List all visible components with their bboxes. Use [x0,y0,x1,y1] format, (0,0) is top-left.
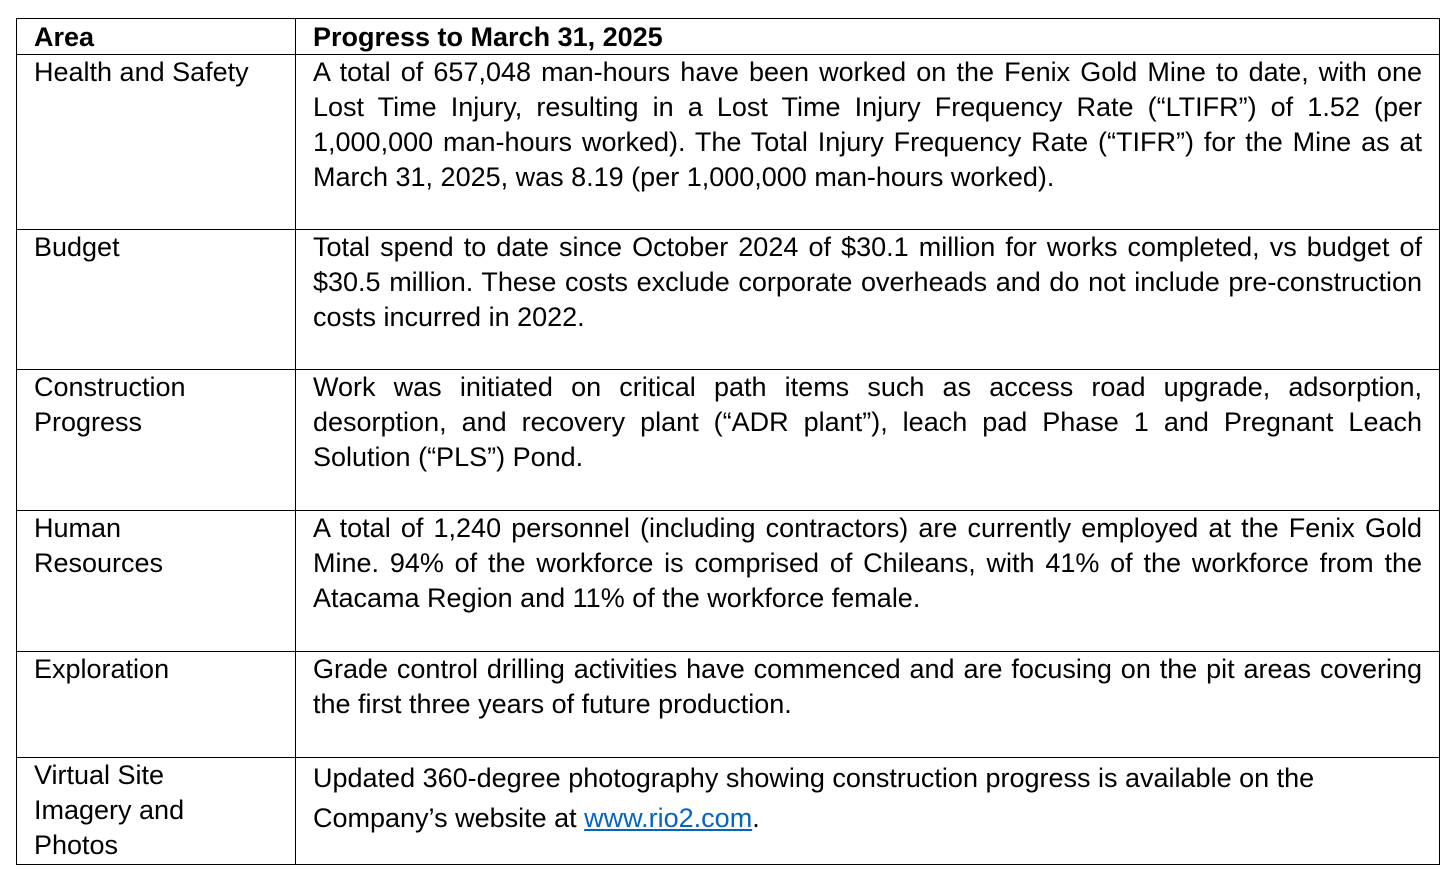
area-cell: Human Resources [17,511,296,652]
table-row [17,758,1440,865]
progress-cell: A total of 1,240 personnel (including contractors) are currently employed at the Fenix Gold Mine. 94% of the workforce is comprised of Chileans, with 41% of the workforce from the Atacama Region and 11% of the workforce female. [296,511,1440,652]
progress-text: Updated 360-degree photography showing construction progress is available on the Company’s website at [313,763,1315,833]
table-header-row [17,19,1440,55]
progress-table [16,18,1440,865]
progress-cell: Total spend to date since October 2024 of $30.1 million for works completed, vs budget of $30.5 million. These costs exclude corporate overheads and do not include pre-construction costs incurred in 2022. [296,230,1440,370]
table-row [17,230,1440,370]
area-cell: Budget [17,230,296,370]
table-row [17,370,1440,511]
table-row [17,652,1440,758]
progress-cell: A total of 657,048 man-hours have been worked on the Fenix Gold Mine to date, with one Lost Time Injury, resulting in a Lost Time Injury Frequency Rate (“LTIFR”) of 1.52 (per 1,000,000 man-hours worked). The Total Injury Frequency Rate (“TIFR”) for the Mine as at March 31, 2025, was 8.19 (per 1,000,000 man-hours worked). [296,55,1440,230]
progress-cell [296,758,1440,865]
area-cell: Construction Progress [17,370,296,511]
area-cell: Health and Safety [17,55,296,230]
website-link[interactable]: www.rio2.com [584,803,753,833]
header-area: Area [17,19,296,55]
area-cell: Exploration [17,652,296,758]
table-row [17,511,1440,652]
table-row [17,55,1440,230]
header-progress: Progress to March 31, 2025 [296,19,1440,55]
progress-text-suffix: . [752,803,760,833]
progress-cell: Work was initiated on critical path items such as access road upgrade, adsorption, desorption, and recovery plant (“ADR plant”), leach pad Phase 1 and Pregnant Leach Solution (“PLS”) Pond. [296,370,1440,511]
area-cell: Virtual Site Imagery and Photos [17,758,296,865]
progress-cell: Grade control drilling activities have commenced and are focusing on the pit areas covering the first three years of future production. [296,652,1440,758]
